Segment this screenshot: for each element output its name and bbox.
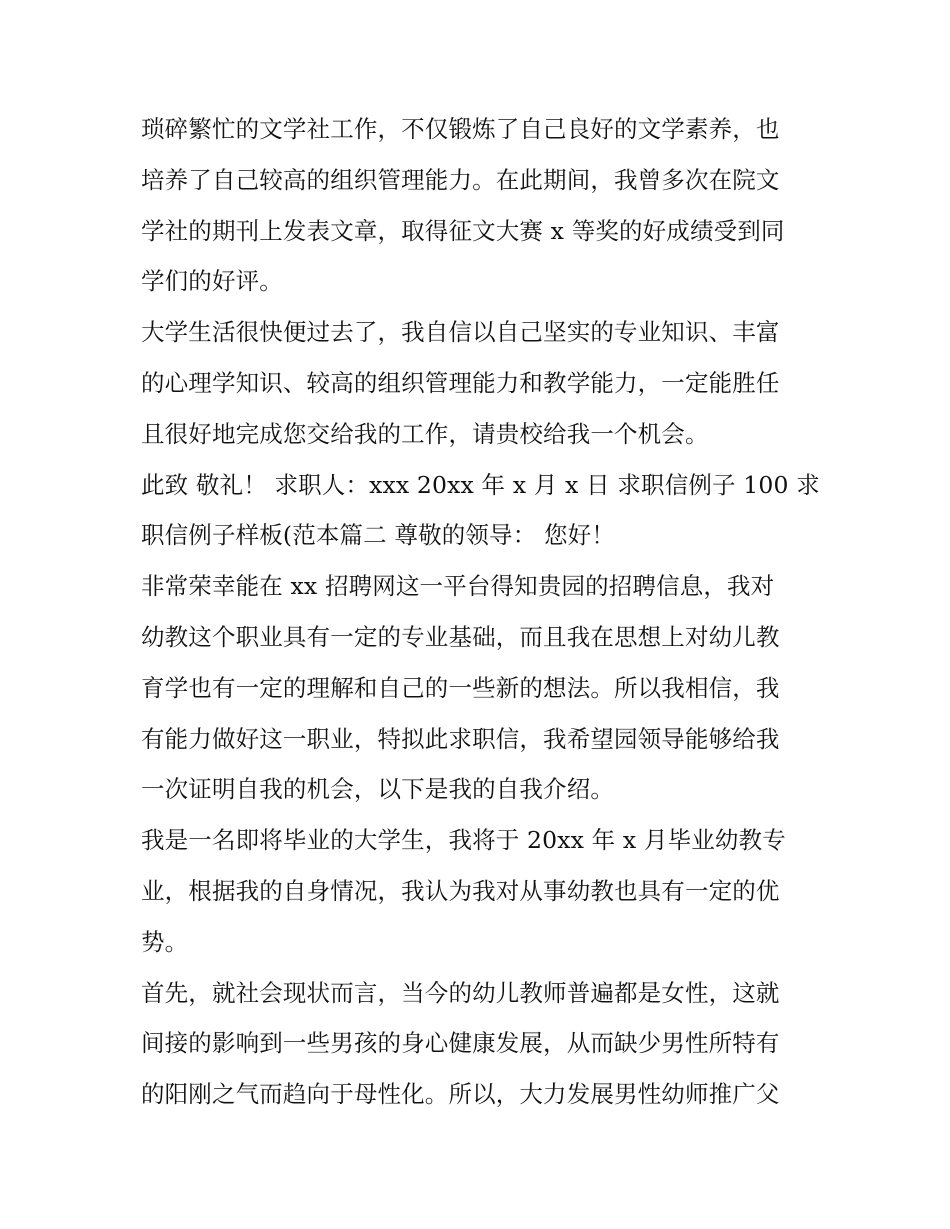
document-body [141, 104, 820, 1120]
text-line: 我是一名即将毕业的大学生，我将于 20xx 年 x 月毕业幼教专 [141, 826, 786, 855]
text-line: 培养了自己较高的组织管理能力。在此期间，我曾多次在院文 [141, 165, 780, 194]
text-line: 的心理学知识、较高的组织管理能力和教学能力，一定能胜任 [141, 368, 780, 397]
text-line: 育学也有一定的理解和自己的一些新的想法。所以我相信，我 [141, 673, 780, 702]
text-line: 学社的期刊上发表文章，取得征文大赛 x 等奖的好成绩受到同 [141, 216, 785, 245]
text-line: 此致 敬礼！ 求职人：xxx 20xx 年 x 月 x 日 求职信例子 100 求 [141, 470, 820, 499]
text-line: 非常荣幸能在 xx 招聘网这一平台得知贵园的招聘信息，我对 [141, 572, 775, 601]
text-line: 业，根据我的自身情况，我认为我对从事幼教也具有一定的优 [141, 876, 780, 905]
text-line: 幼教这个职业具有一定的专业基础，而且我在思想上对幼儿教 [141, 622, 780, 651]
text-line: 且很好地完成您交给我的工作，请贵校给我一个机会。 [141, 419, 709, 448]
text-line: 琐碎繁忙的文学社工作，不仅锻炼了自己良好的文学素养，也 [141, 115, 780, 143]
text-line: 间接的影响到一些男孩的身心健康发展，从而缺少男性所特有 [141, 1029, 780, 1058]
text-line: 大学生活很快便过去了，我自信以自己坚实的专业知识、丰富 [141, 318, 780, 347]
text-line: 有能力做好这一职业，特拟此求职信，我希望园领导能够给我 [141, 724, 780, 753]
text-line: 一次证明自我的机会，以下是我的自我介绍。 [141, 775, 614, 804]
text-line: 首先，就社会现状而言，当今的幼儿教师普遍都是女性，这就 [141, 978, 780, 1007]
text-line: 学们的好评。 [141, 267, 283, 296]
text-line: 职信例子样板(范本篇二 尊敬的领导： 您好！ [141, 521, 615, 550]
text-line: 势。 [141, 927, 189, 956]
text-line: 的阳刚之气而趋向于母性化。所以，大力发展男性幼师推广父 [141, 1080, 780, 1109]
